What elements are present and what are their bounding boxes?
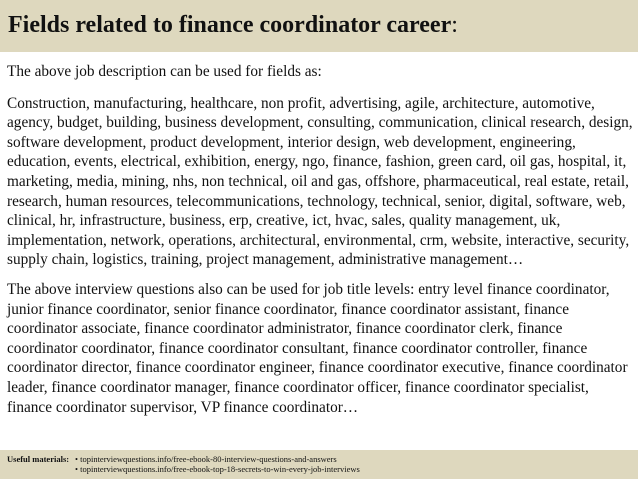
page-title-colon: :	[451, 12, 458, 38]
footer-bar	[0, 450, 638, 479]
useful-materials-links	[75, 454, 360, 474]
job-levels-text: The above interview questions also can be used for job title levels: entry level finance coordinator, junior finance coordinator, senior finance coordinator, finance coordinator assistant, finance coordinator associate, finance coordinator administrator, finance coordinator clerk, finance coordinator coordinator, finance coordinator consultant, finance coordinator controller, finance coordinator director, finance coordinator engineer, finance coordinator executive, finance coordinator leader, finance coordinator manager, finance coordinator officer, finance coordinator specialist, finance coordinator supervisor, VP finance coordinator…	[7, 280, 628, 416]
useful-link-2[interactable]: • topinterviewquestions.info/free-ebook-top-18-secrets-to-win-every-job-interviews	[75, 464, 360, 474]
intro-text: The above job description can be used for fields as:	[7, 63, 322, 80]
useful-materials-label: Useful materials:	[7, 454, 70, 464]
title-bar	[0, 0, 638, 52]
fields-list: Construction, manufacturing, healthcare, non profit, advertising, agile, architecture, automotive, agency, budget, building, business development, consulting, communication, clinical research, design, software development, product development, interior design, web development, engineering, education, events, electrical, exhibition, energy, ngo, finance, fashion, green card, oil gas, hospital, it, marketing, media, mining, nhs, non technical, oil and gas, offshore, pharmaceutical, real estate, retail, research, human resources, telecommunications, technology, technical, senior, digital, software, web, clinical, hr, infrastructure, business, erp, creative, ict, hvac, sales, quality management, uk, implementation, network, operations, architectural, environmental, crm, website, interactive, security, supply chain, logistics, training, project management, administrative management…	[7, 94, 633, 269]
page-title-text: Fields related to finance coordinator career	[8, 12, 452, 38]
useful-link-1[interactable]: • topinterviewquestions.info/free-ebook-80-interview-questions-and-answers	[75, 454, 337, 464]
body-content	[7, 62, 633, 417]
page-title	[8, 10, 458, 40]
